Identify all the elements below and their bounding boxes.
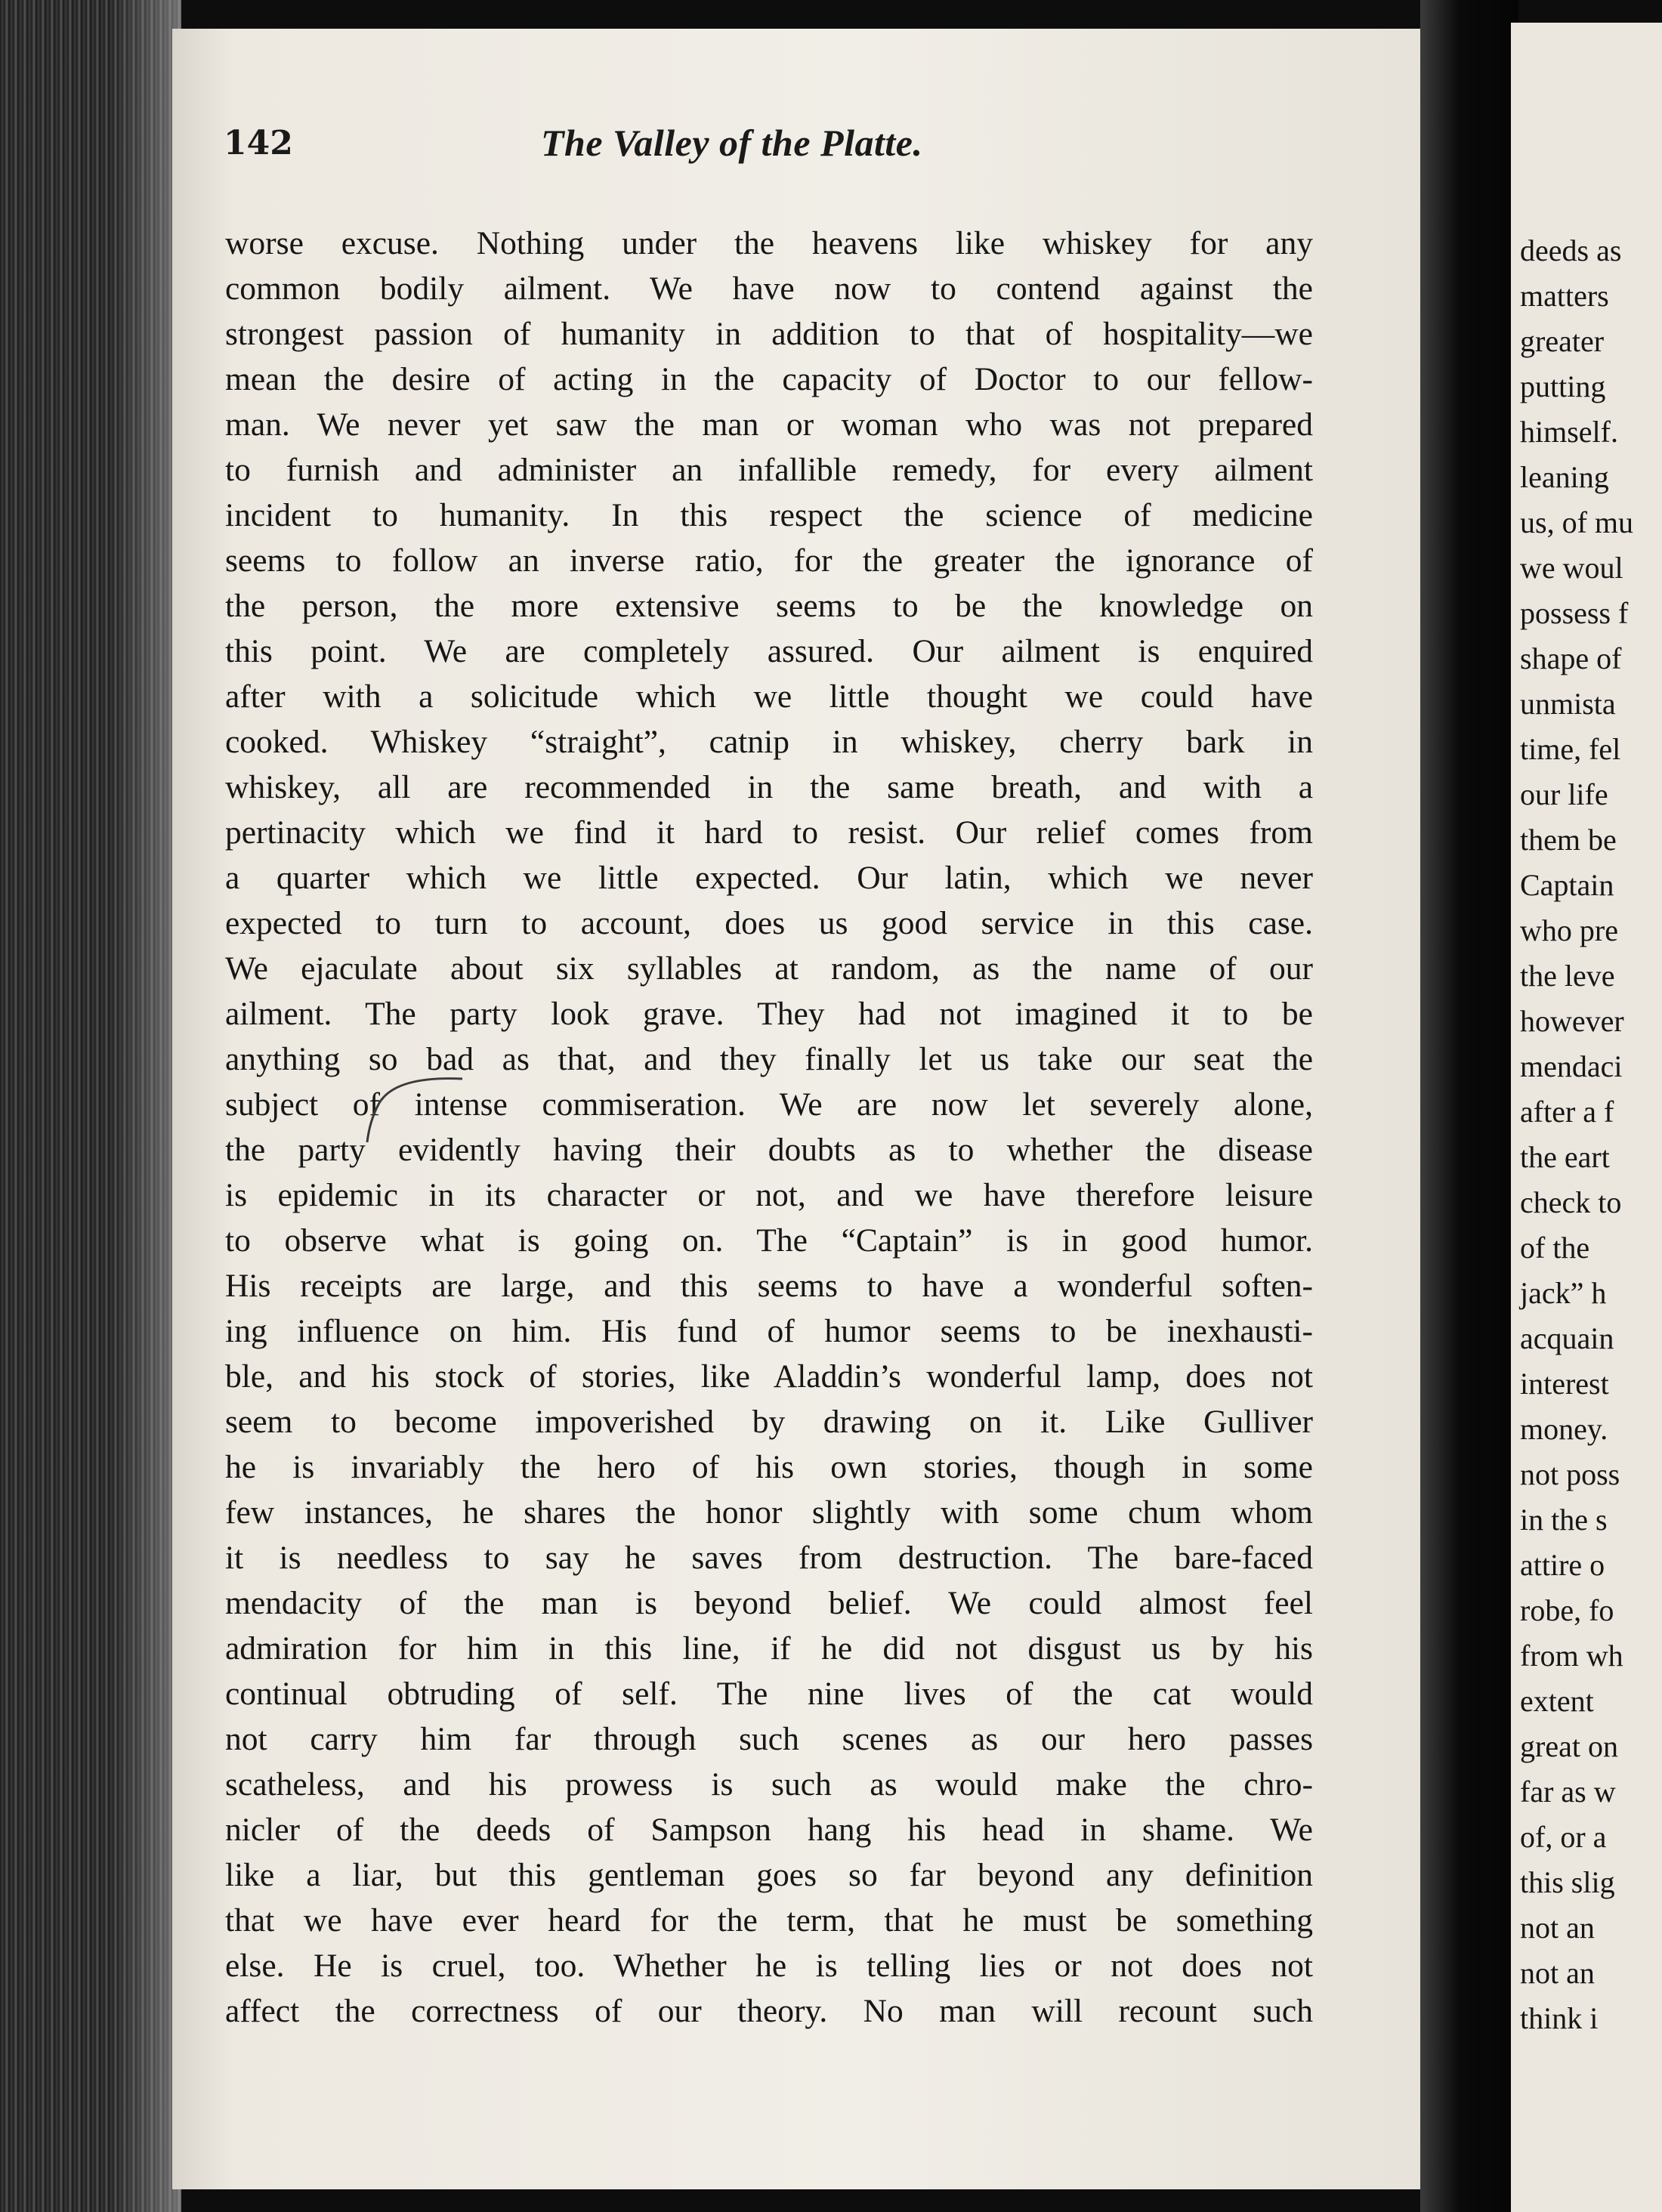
facing-text-line: deeds as xyxy=(1520,233,1622,267)
facing-text-line: shape of xyxy=(1520,641,1622,675)
text-line: to observe what is going on. The “Captain” is in good humor. xyxy=(225,1222,1313,1259)
text-line: worse excuse. Nothing under the heavens like whiskey for any xyxy=(225,225,1313,261)
text-line: affect the correctness of our theory. No man will recount such xyxy=(225,1993,1313,2029)
facing-text-line: the eart xyxy=(1520,1140,1610,1174)
text-line: common bodily ailment. We have now to contend against the xyxy=(225,270,1313,307)
text-line: that we have ever heard for the term, that he must be something xyxy=(225,1902,1313,1939)
text-line: seem to become impoverished by drawing on it. Like Gulliver xyxy=(225,1404,1313,1440)
text-line: ble, and his stock of stories, like Aladdin’s wonderful lamp, does not xyxy=(225,1358,1313,1395)
facing-text-line: extent xyxy=(1520,1684,1594,1718)
facing-text-line: not an xyxy=(1520,1911,1595,1945)
facing-text-line: however xyxy=(1520,1004,1624,1038)
text-line: else. He is cruel, too. Whether he is telling lies or not does not xyxy=(225,1948,1313,1984)
facing-text-line: think i xyxy=(1520,2001,1599,2035)
page-header xyxy=(224,116,1281,177)
facing-page-text xyxy=(1520,228,1662,2041)
facing-text-line: our life xyxy=(1520,777,1608,811)
facing-text-line: of the xyxy=(1520,1231,1590,1265)
facing-text-line: robe, fo xyxy=(1520,1593,1614,1627)
running-title: The Valley of the Platte. xyxy=(541,122,923,164)
facing-text-line: acquain xyxy=(1520,1321,1614,1355)
text-line: expected to turn to account, does us good service in this case. xyxy=(225,905,1313,941)
facing-text-line: them be xyxy=(1520,823,1617,857)
facing-text-line: great on xyxy=(1520,1729,1618,1763)
facing-text-line: jack” h xyxy=(1520,1276,1607,1310)
facing-text-line: us, of mu xyxy=(1520,505,1633,539)
facing-text-line: far as w xyxy=(1520,1775,1616,1809)
facing-text-line: this slig xyxy=(1520,1865,1615,1899)
text-line: cooked. Whiskey “straight”, catnip in whiskey, cherry bark in xyxy=(225,724,1313,760)
text-line: His receipts are large, and this seems to have a wonderful soften- xyxy=(225,1268,1313,1304)
text-line: few instances, he shares the honor slightly with some chum whom xyxy=(225,1494,1313,1531)
text-line: scatheless, and his prowess is such as would make the chro- xyxy=(225,1766,1313,1803)
facing-text-line: after a f xyxy=(1520,1095,1614,1129)
text-line: a quarter which we little expected. Our latin, which we never xyxy=(225,860,1313,896)
facing-text-line: himself. xyxy=(1520,415,1618,449)
text-line: pertinacity which we find it hard to resist. Our relief comes from xyxy=(225,814,1313,851)
facing-text-line: check to xyxy=(1520,1185,1622,1219)
facing-text-line: attire o xyxy=(1520,1548,1605,1582)
text-line: mean the desire of acting in the capacity of Doctor to our fellow- xyxy=(225,361,1313,397)
text-line: anything so bad as that, and they finally let us take our seat the xyxy=(225,1041,1313,1077)
page-number: 142 xyxy=(224,124,293,162)
text-line: ailment. The party look grave. They had not imagined it to be xyxy=(225,996,1313,1032)
text-line: ing influence on him. His fund of humor seems to be inexhausti- xyxy=(225,1313,1313,1349)
facing-text-line: time, fel xyxy=(1520,732,1621,766)
spine-edge xyxy=(113,0,181,2212)
facing-text-line: money. xyxy=(1520,1412,1608,1446)
text-line: mendacity of the man is beyond belief. We could almost feel xyxy=(225,1585,1313,1621)
text-line: We ejaculate about six syllables at random, as the name of our xyxy=(225,950,1313,987)
facing-text-line: we woul xyxy=(1520,551,1623,585)
text-line: to furnish and administer an infallible remedy, for every ailment xyxy=(225,452,1313,488)
text-line: he is invariably the hero of his own stories, though in some xyxy=(225,1449,1313,1485)
facing-page xyxy=(1511,23,1662,2212)
text-line: admiration for him in this line, if he did not disgust us by his xyxy=(225,1630,1313,1667)
facing-text-line: of, or a xyxy=(1520,1820,1607,1854)
text-line: strongest passion of humanity in addition to that of hospitality—we xyxy=(225,316,1313,352)
facing-text-line: in the s xyxy=(1520,1503,1608,1537)
facing-text-line: greater xyxy=(1520,324,1605,358)
page-gutter xyxy=(1420,0,1518,2212)
text-line: it is needless to say he saves from destruction. The bare-faced xyxy=(225,1540,1313,1576)
facing-text-line: from wh xyxy=(1520,1639,1623,1673)
facing-text-line: putting xyxy=(1520,369,1606,403)
facing-text-line: not poss xyxy=(1520,1457,1620,1491)
facing-text-line: not an xyxy=(1520,1956,1595,1990)
text-line: like a liar, but this gentleman goes so far beyond any definition xyxy=(225,1857,1313,1893)
text-line: incident to humanity. In this respect the science of medicine xyxy=(225,497,1313,533)
text-line: is epidemic in its character or not, and we have therefore leisure xyxy=(225,1177,1313,1213)
text-line: subject of intense commiseration. We are now let severely alone, xyxy=(225,1086,1313,1123)
text-line: nicler of the deeds of Sampson hang his head in shame. We xyxy=(225,1812,1313,1848)
text-line: continual obtruding of self. The nine lives of the cat would xyxy=(225,1676,1313,1712)
text-line: the party evidently having their doubts as to whether the disease xyxy=(225,1132,1313,1168)
text-line: after with a solicitude which we little thought we could have xyxy=(225,678,1313,715)
facing-text-line: leaning xyxy=(1520,460,1609,494)
facing-text-line: mendaci xyxy=(1520,1049,1623,1083)
facing-text-line: the leve xyxy=(1520,959,1615,993)
text-line: the person, the more extensive seems to be the knowledge on xyxy=(225,588,1313,624)
text-line: man. We never yet saw the man or woman who was not prepared xyxy=(225,406,1313,443)
pencil-mark xyxy=(363,1073,468,1148)
text-line: seems to follow an inverse ratio, for the greater the ignorance of xyxy=(225,542,1313,579)
facing-text-line: unmista xyxy=(1520,687,1616,721)
text-line: not carry him far through such scenes as our hero passes xyxy=(225,1721,1313,1757)
text-line: this point. We are completely assured. Our ailment is enquired xyxy=(225,633,1313,669)
facing-text-line: possess f xyxy=(1520,596,1629,630)
facing-text-line: interest xyxy=(1520,1367,1609,1401)
facing-text-line: who pre xyxy=(1520,913,1618,947)
facing-text-line: matters xyxy=(1520,279,1609,313)
facing-text-line: Captain xyxy=(1520,868,1614,902)
text-line: whiskey, all are recommended in the same breath, and with a xyxy=(225,769,1313,805)
